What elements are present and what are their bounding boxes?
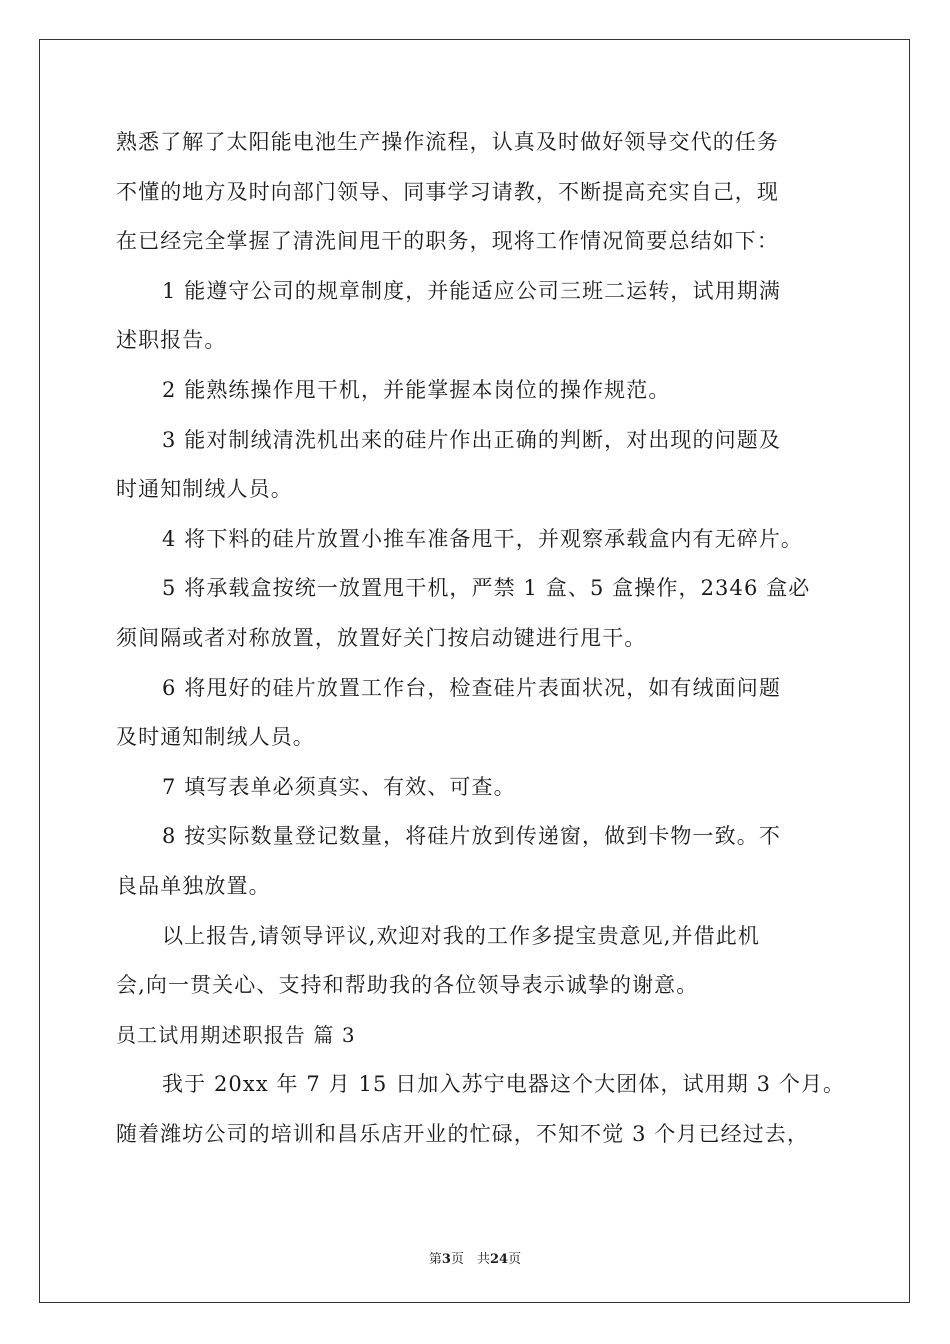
document-body: [116, 118, 846, 1159]
text-line-8: 时通知制绒人员。: [116, 477, 293, 502]
text-line-10: 5 将承载盒按统一放置甩干机，严禁 1 盒、5 盒操作，2346 盒必: [162, 576, 811, 601]
text-line-15: 8 按实际数量登记数量，将硅片放到传递窗，做到卡物一致。不: [162, 824, 781, 849]
text-line-19: 我于 20xx 年 7 月 15 日加入苏宁电器这个大团体，试用期 3 个月。: [162, 1072, 846, 1097]
section-heading: 员工试用期述职报告 篇 3: [116, 1022, 356, 1047]
text-line-3: 在已经完全掌握了清洗间甩干的职务，现将工作情况简要总结如下：: [116, 229, 779, 254]
text-line-18: 会,向一贯关心、支持和帮助我的各位领导表示诚挚的谢意。: [116, 973, 699, 998]
text-line-9: 4 将下料的硅片放置小推车准备甩干，并观察承载盒内有无碎片。: [162, 526, 804, 551]
page-footer: [0, 1248, 950, 1267]
text-line-4: 1 能遵守公司的规章制度，并能适应公司三班二运转，试用期满: [162, 278, 781, 303]
text-line-14: 7 填写表单必须真实、有效、可查。: [162, 774, 516, 799]
text-line-16: 良品单独放置。: [116, 873, 271, 898]
page-prefix: 第: [428, 1252, 442, 1267]
text-line-11: 须间隔或者对称放置，放置好关门按启动键进行甩干。: [116, 625, 647, 650]
text-line-6: 2 能熟练操作甩干机，并能掌握本岗位的操作规范。: [162, 377, 671, 402]
text-line-5: 述职报告。: [116, 328, 227, 353]
text-line-17: 以上报告,请领导评议,欢迎对我的工作多提宝贵意见,并借此机: [162, 923, 760, 948]
text-line-1: 熟悉了解了太阳能电池生产操作流程，认真及时做好领导交代的任务: [116, 130, 779, 154]
text-line-20: 随着潍坊公司的培训和昌乐店开业的忙碌，不知不觉 3 个月已经过去，: [116, 1121, 810, 1146]
page-mid: 页 共: [450, 1252, 490, 1267]
current-page-number: 3: [441, 1252, 451, 1267]
total-pages-number: 24: [489, 1252, 509, 1267]
text-line-7: 3 能对制绒清洗机出来的硅片作出正确的判断，对出现的问题及: [162, 427, 781, 452]
text-line-12: 6 将甩好的硅片放置工作台，检查硅片表面状况，如有绒面问题: [162, 675, 781, 700]
page-suffix: 页: [508, 1252, 522, 1267]
text-line-2: 不懂的地方及时向部门领导、同事学习请教，不断提高充实自己，现: [116, 179, 779, 204]
text-line-13: 及时通知制绒人员。: [116, 725, 315, 750]
